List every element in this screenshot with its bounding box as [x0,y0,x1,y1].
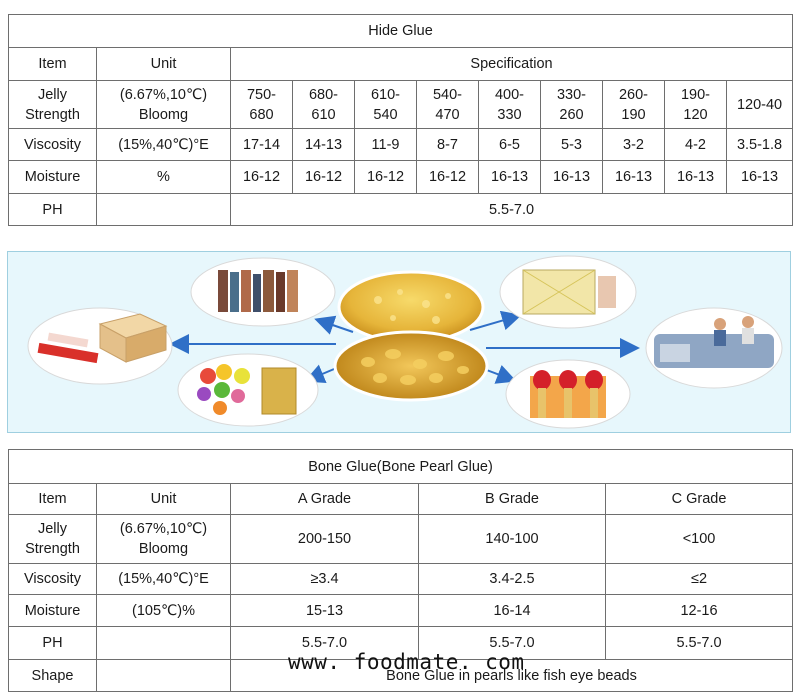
moisture-value: 16-12 [293,161,355,194]
unit-moisture: % [97,161,231,194]
header-a-grade: A Grade [231,484,419,515]
watermark-text: www. foodmate. com [288,650,525,674]
row-label-moisture: Moisture [9,595,97,627]
viscosity-value: ≥3.4 [231,564,419,595]
applications-illustration [7,251,791,433]
header-specification: Specification [231,48,793,81]
candy-icon [178,354,318,426]
ph-value: 5.5-7.0 [419,627,606,660]
jelly-value: 400- 330 [479,81,541,129]
bone-glue-title: Bone Glue(Bone Pearl Glue) [9,450,793,484]
unit-jelly-strength: (6.67%,10℃) Bloomg [97,515,231,564]
row-label-viscosity: Viscosity [9,564,97,595]
moisture-value: 16-13 [665,161,727,194]
matches-icon [506,360,630,428]
viscosity-value: 17-14 [231,129,293,161]
moisture-value: 16-12 [355,161,417,194]
moisture-value: 16-13 [727,161,793,194]
jelly-value: 750- 680 [231,81,293,129]
jelly-value: 190- 120 [665,81,727,129]
viscosity-value: 6-5 [479,129,541,161]
jelly-value: 260- 190 [603,81,665,129]
table-row [9,595,793,627]
table-row [9,515,793,564]
row-label-shape: Shape [9,660,97,692]
viscosity-value: 3.5-1.8 [727,129,793,161]
viscosity-value: 5-3 [541,129,603,161]
moisture-value: 16-12 [417,161,479,194]
pipes-icon [191,258,335,326]
table-row [9,161,793,194]
unit-viscosity: (15%,40℃)°E [97,564,231,595]
jelly-value: 680- 610 [293,81,355,129]
header-unit: Unit [97,484,231,515]
viscosity-value: ≤2 [606,564,793,595]
jelly-value: 330- 260 [541,81,603,129]
row-label-jelly-strength: Jelly Strength [9,515,97,564]
header-c-grade: C Grade [606,484,793,515]
ph-value: 5.5-7.0 [231,194,793,226]
moisture-value: 15-13 [231,595,419,627]
jelly-value: <100 [606,515,793,564]
ph-value: 5.5-7.0 [231,627,419,660]
jelly-value: 140-100 [419,515,606,564]
viscosity-value: 11-9 [355,129,417,161]
moisture-value: 16-13 [479,161,541,194]
ph-value: 5.5-7.0 [606,627,793,660]
header-b-grade: B Grade [419,484,606,515]
jelly-value: 120-40 [727,81,793,129]
unit-ph [97,627,231,660]
row-label-viscosity: Viscosity [9,129,97,161]
applications-diagram [8,252,792,434]
viscosity-value: 3-2 [603,129,665,161]
unit-shape [97,660,231,692]
moisture-value: 12-16 [606,595,793,627]
viscosity-value: 4-2 [665,129,727,161]
glue-granules-icon [335,272,487,400]
jelly-value: 540- 470 [417,81,479,129]
unit-jelly-strength: (6.67%,10℃) Bloomg [97,81,231,129]
table-row [9,194,793,226]
table-row [9,564,793,595]
viscosity-value: 8-7 [417,129,479,161]
unit-moisture: (105℃)% [97,595,231,627]
textile-icon [646,308,782,388]
moisture-value: 16-14 [419,595,606,627]
row-label-ph: PH [9,194,97,226]
moisture-value: 16-13 [541,161,603,194]
jelly-value: 200-150 [231,515,419,564]
jelly-value: 610- 540 [355,81,417,129]
table-row [9,81,793,129]
unit-ph [97,194,231,226]
viscosity-value: 3.4-2.5 [419,564,606,595]
header-item: Item [9,484,97,515]
header-unit: Unit [97,48,231,81]
viscosity-value: 14-13 [293,129,355,161]
header-item: Item [9,48,97,81]
sandpaper-icon [500,256,636,328]
moisture-value: 16-13 [603,161,665,194]
shape-value: Bone Glue in pearls like fish eye beads [231,660,793,692]
hide-glue-title: Hide Glue [9,15,793,48]
row-label-ph: PH [9,627,97,660]
table-row [9,129,793,161]
row-label-jelly-strength: Jelly Strength [9,81,97,129]
moisture-value: 16-12 [231,161,293,194]
row-label-moisture: Moisture [9,161,97,194]
unit-viscosity: (15%,40℃)°E [97,129,231,161]
hide-glue-table [8,14,793,226]
